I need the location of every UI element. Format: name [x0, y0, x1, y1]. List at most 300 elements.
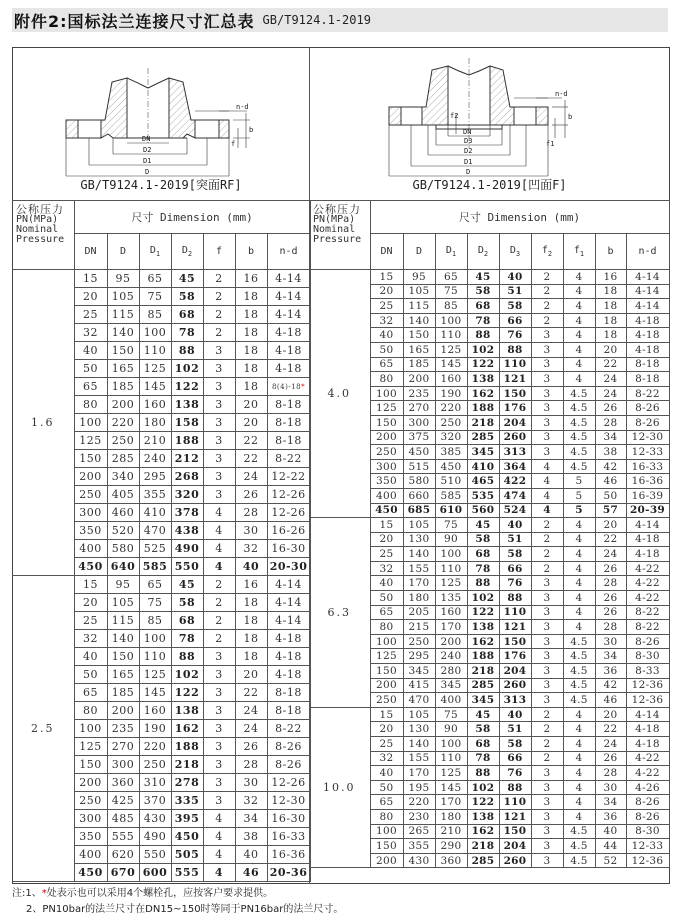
cell-d: 405 — [107, 486, 139, 504]
cell-d2: 555 — [171, 864, 203, 882]
cell-d: 115 — [107, 612, 139, 630]
cell-d: 140 — [107, 324, 139, 342]
cell-d: 95 — [107, 270, 139, 288]
cell-f1: 4.5 — [563, 386, 595, 401]
cell-d2: 162 — [467, 634, 499, 649]
cell-b: 24 — [235, 720, 267, 738]
cell-d2: 268 — [171, 468, 203, 486]
column-header-dn: DN — [370, 234, 403, 270]
cell-b: 24 — [595, 547, 626, 562]
cell-n-d: 16-36 — [267, 846, 310, 864]
column-header-sub: 1 — [155, 250, 161, 258]
cell-d2: 122 — [467, 605, 499, 620]
cell-dn: 25 — [370, 299, 403, 314]
cell-b: 22 — [595, 532, 626, 547]
cell-f2: 3 — [531, 342, 563, 357]
cell-f1: 4.5 — [563, 853, 595, 868]
cell-d: 685 — [403, 503, 435, 518]
note-1-prefix: 注:1、 — [12, 888, 42, 899]
cell-f1: 4.5 — [563, 664, 595, 679]
cell-f1: 4 — [563, 751, 595, 766]
cell-d: 105 — [403, 518, 435, 533]
cell-b: 18 — [235, 612, 267, 630]
pn-header — [12, 201, 74, 270]
cell-b: 16 — [595, 270, 626, 285]
cell-f1: 4 — [563, 284, 595, 299]
cell-dn: 350 — [74, 522, 107, 540]
cell-d2: 122 — [171, 378, 203, 396]
cell-f1: 4 — [563, 780, 595, 795]
cell-f2: 2 — [531, 270, 563, 285]
cell-d2: 162 — [171, 720, 203, 738]
cell-d2: 68 — [467, 737, 499, 752]
cell-d2: 102 — [467, 342, 499, 357]
cell-f: 2 — [203, 576, 235, 594]
caption-female-face: GB/T9124.1-2019[凹面F] — [412, 178, 567, 192]
cell-dn: 32 — [74, 630, 107, 648]
cell-f2: 3 — [531, 445, 563, 460]
cell-f2: 3 — [531, 649, 563, 664]
cell-n-d: 16-33 — [626, 459, 669, 474]
cell-b: 44 — [595, 839, 626, 854]
cell-d: 295 — [403, 649, 435, 664]
cell-f1: 4 — [563, 591, 595, 606]
pn-group-label: 2.5 — [12, 576, 74, 882]
cell-f1: 4.5 — [563, 693, 595, 708]
cell-n-d: 8-26 — [626, 809, 669, 824]
cell-f2: 2 — [531, 284, 563, 299]
cell-dn: 80 — [74, 702, 107, 720]
cell-d1: 100 — [139, 630, 171, 648]
cell-b: 16 — [235, 270, 267, 288]
cell-b: 36 — [595, 809, 626, 824]
cell-b: 18 — [235, 378, 267, 396]
pn-header-en2: Pressure — [16, 234, 65, 245]
cell-dn: 40 — [370, 328, 403, 343]
cell-f: 3 — [203, 450, 235, 468]
cell-b: 40 — [235, 558, 267, 576]
cell-dn: 450 — [74, 864, 107, 882]
cell-d1: 585 — [139, 558, 171, 576]
cell-dn: 40 — [370, 576, 403, 591]
cell-dn: 20 — [74, 594, 107, 612]
right-spec-table — [309, 200, 670, 868]
cell-f1: 4.5 — [563, 839, 595, 854]
cell-d1: 160 — [139, 702, 171, 720]
cell-f: 4 — [203, 558, 235, 576]
cell-f2: 3 — [531, 634, 563, 649]
cell-d2: 78 — [467, 313, 499, 328]
cell-d2: 465 — [467, 474, 499, 489]
cell-d: 150 — [107, 648, 139, 666]
pn-header-zh: 公称压力 — [313, 203, 361, 216]
cell-f: 2 — [203, 324, 235, 342]
cell-d1: 135 — [435, 591, 467, 606]
cell-dn: 100 — [74, 720, 107, 738]
cell-dn: 80 — [74, 396, 107, 414]
cell-d1: 65 — [139, 270, 171, 288]
cell-d2: 188 — [467, 649, 499, 664]
cell-d: 95 — [403, 270, 435, 285]
cell-f: 3 — [203, 396, 235, 414]
cell-d: 140 — [403, 737, 435, 752]
cell-d2: 58 — [171, 594, 203, 612]
cell-n-d: 16-26 — [267, 522, 310, 540]
cell-f: 3 — [203, 738, 235, 756]
cell-b: 28 — [595, 576, 626, 591]
cell-b: 38 — [595, 445, 626, 460]
cell-f: 3 — [203, 468, 235, 486]
column-header-base: D — [509, 245, 516, 256]
cell-d3: 40 — [499, 518, 531, 533]
cell-f2: 2 — [531, 299, 563, 314]
cell-d: 580 — [107, 540, 139, 558]
cell-dn: 350 — [74, 828, 107, 846]
cell-d3: 76 — [499, 766, 531, 781]
cell-d: 130 — [403, 722, 435, 737]
cell-f1: 4.5 — [563, 430, 595, 445]
cell-d: 300 — [107, 756, 139, 774]
cell-b: 18 — [235, 324, 267, 342]
cell-d1: 310 — [139, 774, 171, 792]
cell-d2: 345 — [467, 445, 499, 460]
cell-d2: 78 — [171, 324, 203, 342]
cell-f1: 4 — [563, 605, 595, 620]
cell-f2: 3 — [531, 678, 563, 693]
cell-d: 660 — [403, 488, 435, 503]
cell-n-d: 8-26 — [267, 756, 310, 774]
cell-b: 22 — [235, 684, 267, 702]
dimension-header: 尺寸 Dimension (mm) — [370, 201, 669, 234]
cell-d1: 210 — [139, 432, 171, 450]
cell-d: 150 — [403, 328, 435, 343]
cell-f1: 4 — [563, 737, 595, 752]
label-nd: n-d — [555, 90, 568, 98]
cell-n-d: 4-14 — [267, 270, 310, 288]
cell-d3: 150 — [499, 386, 531, 401]
column-header-f1 — [563, 234, 595, 270]
cell-n-d: 8-26 — [626, 634, 669, 649]
cell-dn: 400 — [74, 846, 107, 864]
cell-b: 30 — [595, 634, 626, 649]
cell-d2: 45 — [467, 707, 499, 722]
cell-b: 24 — [595, 737, 626, 752]
cell-d: 425 — [107, 792, 139, 810]
cell-b: 32 — [235, 540, 267, 558]
cell-dn: 25 — [74, 612, 107, 630]
cell-f: 2 — [203, 612, 235, 630]
cell-dn: 20 — [370, 284, 403, 299]
cell-d1: 280 — [435, 664, 467, 679]
cell-f1: 4.5 — [563, 634, 595, 649]
pn-header-unit: PN(MPa) — [16, 214, 59, 225]
cell-d: 95 — [107, 576, 139, 594]
cell-d3: 58 — [499, 299, 531, 314]
cell-d2: 218 — [467, 415, 499, 430]
cell-dn: 150 — [370, 415, 403, 430]
cell-b: 22 — [235, 432, 267, 450]
cell-d3: 260 — [499, 853, 531, 868]
cell-n-d: 4-26 — [626, 780, 669, 795]
cell-b: 30 — [235, 774, 267, 792]
cell-d2: 320 — [171, 486, 203, 504]
label-b: b — [568, 113, 573, 121]
cell-d: 165 — [107, 360, 139, 378]
cell-d: 485 — [107, 810, 139, 828]
column-header-base: D — [445, 245, 452, 256]
cell-f: 4 — [203, 540, 235, 558]
cell-f: 2 — [203, 630, 235, 648]
cell-b: 34 — [595, 795, 626, 810]
cell-d2: 162 — [467, 386, 499, 401]
cell-d2: 58 — [467, 284, 499, 299]
cell-d: 200 — [403, 372, 435, 387]
cell-n-d: 4-14 — [626, 707, 669, 722]
cell-d3: 313 — [499, 693, 531, 708]
cell-b: 18 — [235, 288, 267, 306]
cell-d2: 335 — [171, 792, 203, 810]
cell-dn: 300 — [74, 810, 107, 828]
cell-f: 3 — [203, 720, 235, 738]
cell-f: 3 — [203, 756, 235, 774]
cell-d1: 110 — [139, 342, 171, 360]
cell-d1: 85 — [435, 299, 467, 314]
cell-d: 220 — [107, 414, 139, 432]
cell-d: 230 — [403, 809, 435, 824]
cell-d2: 68 — [171, 612, 203, 630]
cell-d2: 78 — [171, 630, 203, 648]
cell-d1: 125 — [435, 576, 467, 591]
cell-d1: 220 — [139, 738, 171, 756]
column-header-d1 — [435, 234, 467, 270]
cell-d: 460 — [107, 504, 139, 522]
cell-dn: 80 — [370, 809, 403, 824]
cell-d1: 525 — [139, 540, 171, 558]
cell-f2: 2 — [531, 561, 563, 576]
cell-dn: 40 — [74, 648, 107, 666]
cell-d1: 110 — [435, 561, 467, 576]
cell-d1: 355 — [139, 486, 171, 504]
cell-n-d: 12-33 — [626, 839, 669, 854]
cell-d3: 88 — [499, 780, 531, 795]
cell-n-d: 8-26 — [626, 401, 669, 416]
cell-f2: 2 — [531, 518, 563, 533]
cell-d1: 360 — [435, 853, 467, 868]
cell-f1: 5 — [563, 503, 595, 518]
left-spec-table — [12, 200, 311, 882]
cell-d: 580 — [403, 474, 435, 489]
cell-b: 20 — [235, 414, 267, 432]
cell-f2: 3 — [531, 401, 563, 416]
column-header-sub: 2 — [187, 250, 193, 258]
cell-f2: 3 — [531, 576, 563, 591]
cell-d2: 138 — [467, 809, 499, 824]
cell-d2: 410 — [467, 459, 499, 474]
cell-f: 2 — [203, 270, 235, 288]
cell-d1: 160 — [139, 396, 171, 414]
caption-raised-face: GB/T9124.1-2019[突面RF] — [80, 178, 242, 192]
cell-b: 46 — [595, 693, 626, 708]
cell-n-d: 4-14 — [626, 518, 669, 533]
cell-b: 22 — [235, 450, 267, 468]
cell-f1: 5 — [563, 474, 595, 489]
cell-n-d: 8-22 — [626, 605, 669, 620]
cell-n-d: 4-22 — [626, 751, 669, 766]
column-header-dn: DN — [74, 234, 107, 270]
label-d: D — [466, 168, 471, 176]
cell-d: 155 — [403, 561, 435, 576]
cell-dn: 15 — [74, 576, 107, 594]
cell-n-d: 8-22 — [267, 450, 310, 468]
cell-d: 165 — [403, 342, 435, 357]
cell-n-d: 4-14 — [267, 612, 310, 630]
cell-dn: 65 — [74, 684, 107, 702]
cell-b: 26 — [595, 591, 626, 606]
cell-d1: 250 — [139, 756, 171, 774]
cell-dn: 100 — [74, 414, 107, 432]
cell-d: 105 — [107, 594, 139, 612]
cell-b: 18 — [595, 284, 626, 299]
cell-f1: 4 — [563, 766, 595, 781]
cell-d3: 58 — [499, 547, 531, 562]
cell-b: 26 — [595, 561, 626, 576]
cell-f1: 4 — [563, 561, 595, 576]
cell-n-d: 8-30 — [626, 649, 669, 664]
cell-n-d: 8-22 — [626, 620, 669, 635]
cell-f2: 4 — [531, 474, 563, 489]
cell-d2: 45 — [171, 270, 203, 288]
column-header-sub: 1 — [451, 250, 457, 258]
cell-dn: 15 — [370, 518, 403, 533]
cell-d1: 290 — [435, 839, 467, 854]
cell-d: 415 — [403, 678, 435, 693]
cell-f1: 4.5 — [563, 445, 595, 460]
cell-b: 50 — [595, 488, 626, 503]
cell-d2: 78 — [467, 751, 499, 766]
cell-d3: 150 — [499, 824, 531, 839]
cell-dn: 20 — [370, 722, 403, 737]
cell-b: 28 — [235, 504, 267, 522]
cell-d: 555 — [107, 828, 139, 846]
cell-d1: 125 — [139, 666, 171, 684]
cell-n-d: 16-33 — [267, 828, 310, 846]
cell-n-d: 4-18 — [626, 328, 669, 343]
cell-d3: 364 — [499, 459, 531, 474]
cell-d2: 68 — [467, 547, 499, 562]
pn-group-label: 6.3 — [309, 518, 370, 708]
cell-d3: 51 — [499, 532, 531, 547]
cell-d1: 145 — [139, 684, 171, 702]
cell-b: 42 — [595, 678, 626, 693]
cell-b: 26 — [595, 401, 626, 416]
cell-d: 235 — [403, 386, 435, 401]
cell-f2: 3 — [531, 386, 563, 401]
cell-d3: 121 — [499, 620, 531, 635]
cell-dn: 65 — [370, 357, 403, 372]
cell-d: 250 — [403, 634, 435, 649]
cell-b: 40 — [235, 846, 267, 864]
cell-b: 18 — [235, 360, 267, 378]
cell-f1: 4 — [563, 372, 595, 387]
cell-d3: 204 — [499, 415, 531, 430]
cell-d2: 68 — [171, 306, 203, 324]
cell-dn: 32 — [370, 561, 403, 576]
cell-d1: 170 — [435, 795, 467, 810]
cell-d3: 422 — [499, 474, 531, 489]
cell-n-d: 4-18 — [267, 342, 310, 360]
cell-d: 185 — [107, 378, 139, 396]
cell-d2: 285 — [467, 853, 499, 868]
cell-d3: 51 — [499, 284, 531, 299]
column-header-base: f — [573, 245, 580, 256]
cell-f: 3 — [203, 432, 235, 450]
cell-d1: 470 — [139, 522, 171, 540]
cell-f1: 4.5 — [563, 649, 595, 664]
column-header-d: D — [107, 234, 139, 270]
cell-d: 355 — [403, 839, 435, 854]
cell-dn: 40 — [370, 766, 403, 781]
cell-dn: 25 — [74, 306, 107, 324]
cell-d: 105 — [107, 288, 139, 306]
cell-d2: 378 — [171, 504, 203, 522]
cell-d: 195 — [403, 780, 435, 795]
cell-b: 18 — [595, 328, 626, 343]
cell-f2: 2 — [531, 722, 563, 737]
cell-f2: 3 — [531, 795, 563, 810]
cell-d2: 162 — [467, 824, 499, 839]
cell-dn: 80 — [370, 620, 403, 635]
cell-f: 3 — [203, 486, 235, 504]
cell-d2: 395 — [171, 810, 203, 828]
cell-d3: 40 — [499, 270, 531, 285]
cell-f1: 5 — [563, 488, 595, 503]
cell-d: 205 — [403, 605, 435, 620]
cell-d: 105 — [403, 284, 435, 299]
cell-b: 18 — [235, 306, 267, 324]
cell-d1: 210 — [435, 824, 467, 839]
cell-n-d: 20-39 — [626, 503, 669, 518]
flange-rf-drawing — [13, 48, 309, 178]
label-b: b — [249, 126, 254, 134]
cell-f2: 3 — [531, 839, 563, 854]
cell-b: 46 — [595, 474, 626, 489]
cell-f2: 3 — [531, 853, 563, 868]
cell-f1: 4 — [563, 313, 595, 328]
cell-d1: 100 — [435, 547, 467, 562]
note-1-text: 处表示也可以采用4个螺栓孔，应按客户要求提供。 — [46, 888, 274, 899]
cell-d3: 121 — [499, 809, 531, 824]
cell-f1: 4.5 — [563, 459, 595, 474]
cell-d: 130 — [403, 532, 435, 547]
cell-dn: 50 — [370, 342, 403, 357]
cell-n-d: 4-18 — [626, 737, 669, 752]
cell-dn: 50 — [74, 360, 107, 378]
cell-d3: 110 — [499, 357, 531, 372]
cell-d: 300 — [403, 415, 435, 430]
label-d3: D3 — [464, 137, 473, 145]
cell-f1: 4 — [563, 270, 595, 285]
cell-n-d: 4-14 — [626, 270, 669, 285]
cell-f1: 4 — [563, 620, 595, 635]
cell-d: 115 — [107, 306, 139, 324]
cell-d: 270 — [107, 738, 139, 756]
cell-n-d: 4-18 — [626, 342, 669, 357]
cell-d1: 75 — [435, 707, 467, 722]
cell-d: 185 — [107, 684, 139, 702]
cell-d1: 110 — [435, 751, 467, 766]
cell-d2: 285 — [467, 678, 499, 693]
cell-b: 28 — [235, 756, 267, 774]
